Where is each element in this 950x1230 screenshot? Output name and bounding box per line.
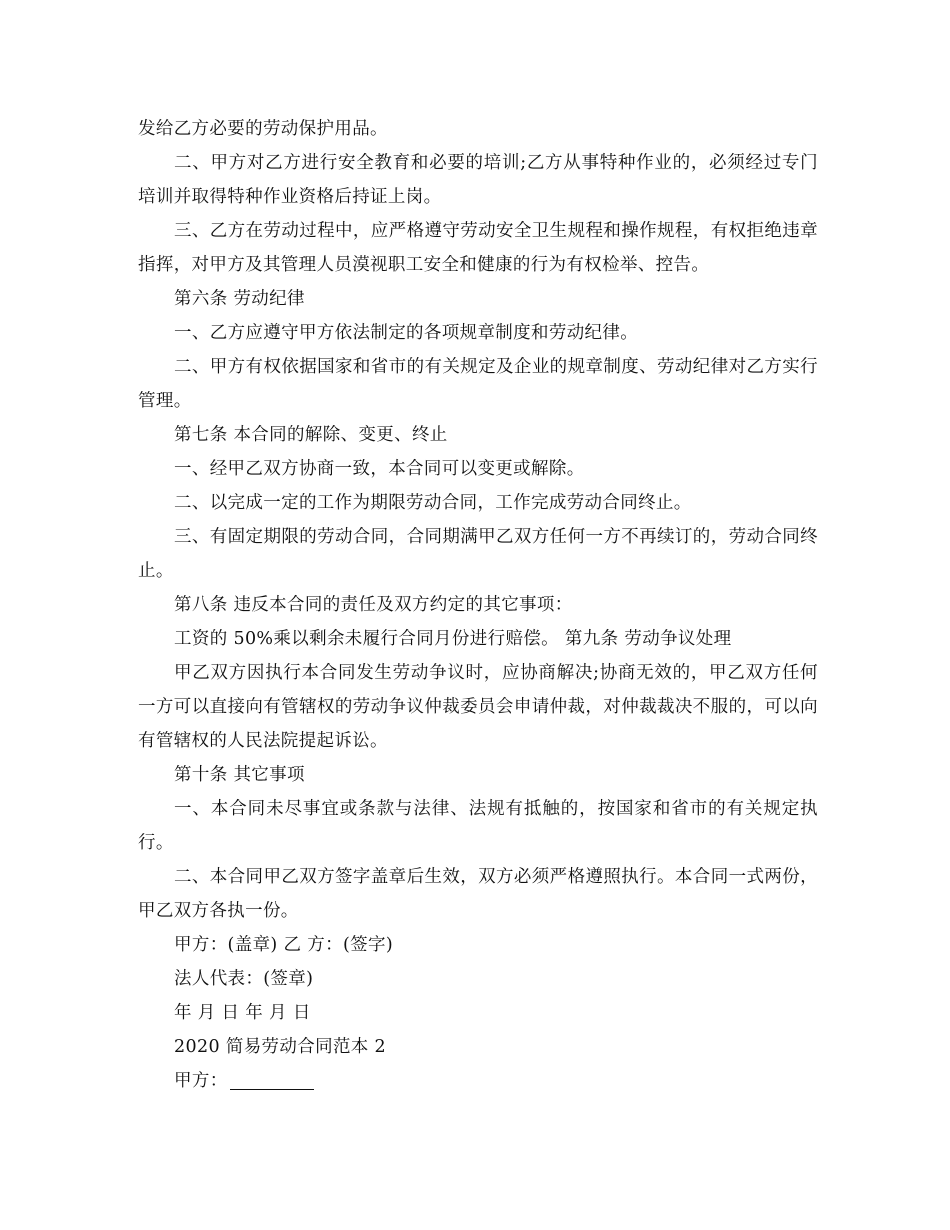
party-a-blank: [230, 1069, 314, 1090]
article-heading: 第六条 劳动纪律: [174, 289, 305, 309]
paragraph: 二、甲方对乙方进行安全教育和必要的培训;乙方从事特种作业的，必须经过专门培训并取得特种作业资格后持证上岗。: [138, 153, 818, 207]
article-heading: 第七条 本合同的解除、变更、终止: [174, 425, 448, 445]
paragraph: 三、乙方在劳动过程中，应严格遵守劳动安全卫生规程和操作规程，有权拒绝违章指挥，对甲方及其管理人员漠视职工安全和健康的行为有权检举、控告。: [138, 221, 818, 275]
party-a-line: [138, 1064, 818, 1098]
document-title: 2020 简易劳动合同范本 2: [174, 1037, 387, 1057]
paragraph: 二、本合同甲乙双方签字盖章后生效，双方必须严格遵照执行。本合同一式两份，甲乙双方各执一份。: [138, 867, 818, 921]
paragraph: 工资的 50%乘以剩余未履行合同月份进行赔偿。 第九条 劳动争议处理: [174, 629, 732, 649]
signature-line: 甲方：(盖章) 乙 方：(签字): [174, 935, 394, 955]
article-heading: 第八条 违反本合同的责任及双方约定的其它事项：: [174, 595, 573, 615]
paragraph: 一、经甲乙双方协商一致，本合同可以变更或解除。: [174, 459, 585, 479]
paragraph: 二、甲方有权依据国家和省市的有关规定及企业的规章制度、劳动纪律对乙方实行管理。: [138, 357, 818, 411]
party-a-label: 甲方：: [174, 1071, 228, 1091]
signature-line: 法人代表：(签章): [174, 969, 314, 989]
paragraph: 一、乙方应遵守甲方依法制定的各项规章制度和劳动纪律。: [174, 323, 639, 343]
paragraph: 一、本合同未尽事宜或条款与法律、法规有抵触的，按国家和省市的有关规定执行。: [138, 799, 818, 853]
paragraph: 三、有固定期限的劳动合同，合同期满甲乙双方任何一方不再续订的，劳动合同终止。: [138, 527, 818, 581]
document-body: [138, 112, 818, 1098]
article-heading: 第十条 其它事项: [174, 765, 305, 785]
date-line: 年 月 日 年 月 日: [174, 1003, 311, 1023]
paragraph: 甲乙双方因执行本合同发生劳动争议时，应协商解决;协商无效的，甲乙双方任何一方可以直接向有管辖权的劳动争议仲裁委员会申请仲裁，对仲裁裁决不服的，可以向有管辖权的人民法院提起诉讼。: [138, 663, 818, 751]
paragraph: 二、以完成一定的工作为期限劳动合同，工作完成劳动合同终止。: [174, 493, 692, 513]
paragraph: 发给乙方必要的劳动保护用品。: [138, 119, 388, 139]
